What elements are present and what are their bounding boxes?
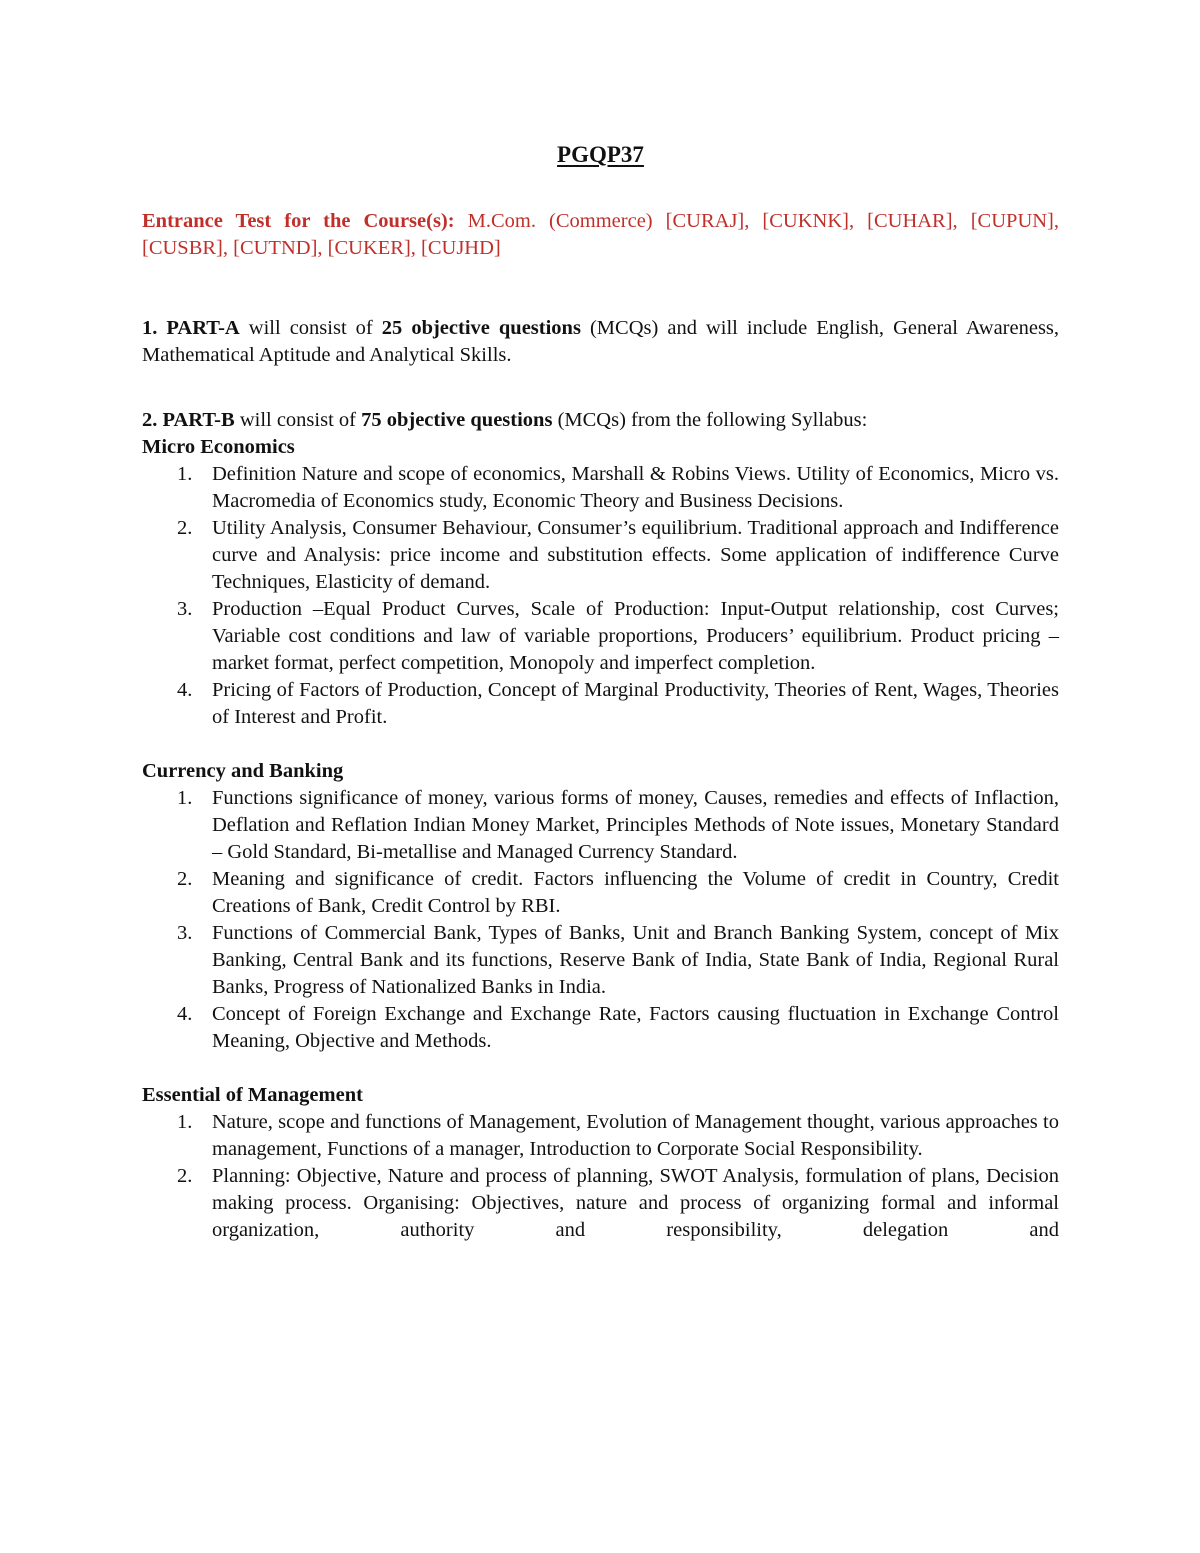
list-item — [142, 677, 1059, 731]
micro-economics-list — [142, 461, 1059, 731]
part-a-count: 25 objective questions — [381, 317, 581, 339]
part-b-number: 2. — [142, 409, 158, 431]
part-b-name: PART-B — [162, 409, 235, 431]
list-item-text: Concept of Foreign Exchange and Exchange Rate, Factors causing fluctuation in Exchange Control Meaning, Objective and Methods. — [212, 1003, 1059, 1052]
list-item-number: 2. — [177, 868, 193, 890]
list-item-number: 3. — [177, 922, 193, 944]
list-item-number: 2. — [177, 517, 193, 539]
list-item-number: 1. — [177, 463, 193, 485]
part-a-text-1: will consist of — [239, 317, 382, 339]
list-item — [142, 1001, 1059, 1055]
list-item — [142, 1163, 1059, 1244]
list-item-number: 4. — [177, 1003, 193, 1025]
list-item-number: 4. — [177, 679, 193, 701]
list-item-text: Nature, scope and functions of Management, Evolution of Management thought, various approaches to management, Functions of a manager, Introduction to Corporate Social Responsibility. — [212, 1111, 1059, 1160]
list-item-number: 1. — [177, 1111, 193, 1133]
section-title-micro-economics: Micro Economics — [142, 436, 295, 458]
currency-banking-list — [142, 785, 1059, 1055]
list-item — [142, 785, 1059, 866]
part-b-text-2: (MCQs) from the following Syllabus: — [552, 409, 868, 431]
part-a-number: 1. — [142, 317, 158, 339]
document-page — [142, 140, 1059, 1244]
part-a-description — [142, 315, 1059, 369]
part-b-description — [142, 407, 1059, 434]
course-line — [142, 208, 1059, 262]
list-item-text: Planning: Objective, Nature and process of planning, SWOT Analysis, formulation of plans, Decision making process. Organising: Objectives, nature and process of organizing formal and informal organization, authority and responsibility, delegation and — [212, 1165, 1059, 1241]
list-item-text: Production –Equal Product Curves, Scale of Production: Input-Output relationship, cost Curves; Variable cost conditions and law of variable proportions, Producers’ equilibrium. Product pricing –market format, perfect competition, Monopoly and imperfect completion. — [212, 598, 1059, 674]
list-item — [142, 866, 1059, 920]
list-item-text: Definition Nature and scope of economics, Marshall & Robins Views. Utility of Economics, Micro vs. Macromedia of Economics study, Economic Theory and Business Decisions. — [212, 463, 1059, 512]
part-a-name: PART-A — [166, 317, 240, 339]
list-item-text: Functions significance of money, various forms of money, Causes, remedies and effects of Inflaction, Deflation and Reflation Indian Money Market, Principles Methods of Note issues, Monetary Standard – Gold Standard, Bi-metallise and Managed Currency Standard. — [212, 787, 1059, 863]
part-a-text-2: (MCQs) and will include English, General Awareness, Mathematical Aptitude and Analytical Skills. — [142, 317, 1060, 366]
list-item — [142, 596, 1059, 677]
list-item-text: Functions of Commercial Bank, Types of Banks, Unit and Branch Banking System, concept of Mix Banking, Central Bank and its functions, Reserve Bank of India, State Bank of India, Regional Rural Banks, Progress of Nationalized Banks in India. — [212, 922, 1059, 998]
document-code-heading: PGQP37 — [557, 142, 644, 167]
list-item-number: 3. — [177, 598, 193, 620]
list-item-text: Utility Analysis, Consumer Behaviour, Consumer’s equilibrium. Traditional approach and Indifference curve and Analysis: price income and substitution effects. Some application of indifference Curve Techniques, Elasticity of demand. — [212, 517, 1059, 593]
section-title-essential-management: Essential of Management — [142, 1084, 363, 1106]
part-b-text-1: will consist of — [234, 409, 362, 431]
part-b-count: 75 objective questions — [361, 409, 553, 431]
list-item — [142, 515, 1059, 596]
list-item — [142, 461, 1059, 515]
essential-management-list — [142, 1109, 1059, 1244]
list-item — [142, 1109, 1059, 1163]
list-item-text: Pricing of Factors of Production, Concept of Marginal Productivity, Theories of Rent, Wages, Theories of Interest and Profit. — [212, 679, 1059, 728]
list-item-text: Meaning and significance of credit. Factors influencing the Volume of credit in Country, Credit Creations of Bank, Credit Control by RBI. — [212, 868, 1059, 917]
section-title-currency-banking: Currency and Banking — [142, 760, 344, 782]
list-item-number: 1. — [177, 787, 193, 809]
course-label: Entrance Test for the Course(s): — [142, 210, 455, 232]
course-list: M.Com. (Commerce) [CURAJ], [CUKNK], [CUHAR], [CUPUN], [CUSBR], [CUTND], [CUKER], [CUJHD] — [142, 210, 1059, 259]
list-item-number: 2. — [177, 1165, 193, 1187]
list-item — [142, 920, 1059, 1001]
